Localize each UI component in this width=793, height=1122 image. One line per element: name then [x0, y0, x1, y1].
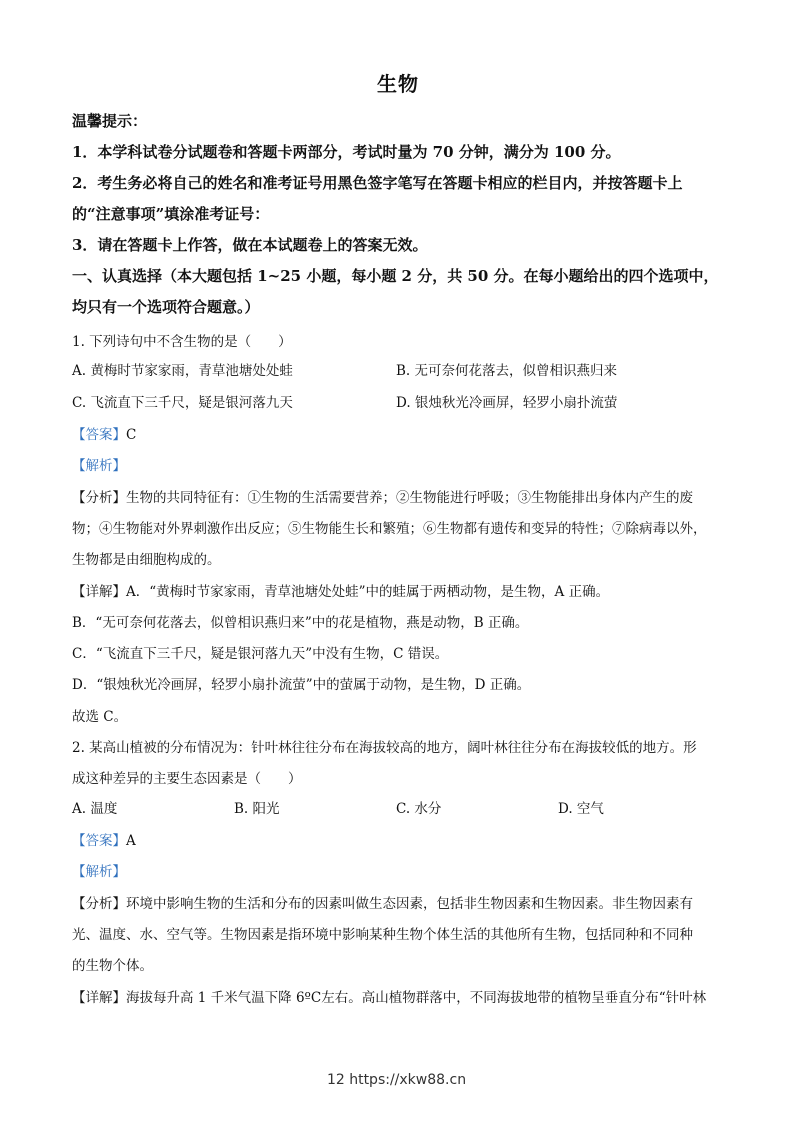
q1-option-c: C. 飞流直下三千尺，疑是银河落九天: [72, 395, 293, 411]
q2-detail-line-1: [72, 986, 706, 1006]
q2-fenxi-line-2: 光、温度、水、空气等。生物因素是指环境中影响某种生物个体生活的其他所有生物，包括同种和不同种: [72, 927, 693, 943]
q1-option-a: A. 黄梅时节家家雨，青草池塘处处蛙: [72, 363, 293, 379]
notice-item-2-line-1: 2．考生务必将自己的姓名和准考证号用黑色签字笔写在答题卡相应的栏目内，并按答题卡上: [72, 174, 683, 192]
fenxi-tag: 【分析】: [72, 490, 126, 506]
q2-stem-line-1: 2. 某高山植被的分布情况为：针叶林往往分布在海拔较高的地方，阔叶林往往分布在海拔较低的地方。形: [72, 740, 697, 756]
answer-value: A: [126, 833, 136, 849]
q2-option-b: B. 阳光: [234, 801, 280, 817]
q1-detail-line-1: [72, 580, 609, 600]
q1-answer: [72, 423, 136, 443]
q1-option-b: B. 无可奈何花落去，似曾相识燕归来: [396, 363, 618, 379]
q2-option-a: A. 温度: [72, 801, 118, 817]
notice-item-2-line-2: 的“注意事项”填涂准考证号：: [72, 205, 270, 223]
fenxi-text: 环境中影响生物的生活和分布的因素叫做生态因素，包括非生物因素和生物因素。非生物因素有: [126, 896, 693, 912]
detail-text: 海拔每升高 1 千米气温下降 6ºC左右。高山植物群落中，不同海拔地带的植物呈垂直分布“针叶林: [126, 990, 707, 1006]
notice-item-3: 3．请在答题卡上作答，做在本试题卷上的答案无效。: [72, 236, 428, 254]
detail-text: A．“黄梅时节家家雨，青草池塘处处蛙”中的蛙属于两栖动物，是生物，A 正确。: [126, 584, 610, 600]
q1-detail-line-3: C．“飞流直下三千尺，疑是银河落九天”中没有生物，C 错误。: [72, 646, 449, 662]
q2-option-d: D. 空气: [558, 801, 604, 817]
fenxi-tag: 【分析】: [72, 896, 126, 912]
answer-value: C: [126, 427, 137, 443]
fenxi-text: 生物的共同特征有：①生物的生活需要营养；②生物能进行呼吸；③生物能排出身体内产生的废: [126, 490, 693, 506]
page-title: 生物: [377, 72, 419, 96]
q1-stem: 1. 下列诗句中不含生物的是（ ）: [72, 334, 292, 350]
q1-option-d: D. 银烛秋光冷画屏，轻罗小扇扑流萤: [396, 395, 618, 411]
q1-detail-line-4: D．“银烛秋光冷画屏，轻罗小扇扑流萤”中的萤属于动物，是生物，D 正确。: [72, 677, 531, 693]
q1-fenxi-line-3: 生物都是由细胞构成的。: [72, 552, 221, 568]
q2-option-c: C. 水分: [396, 801, 442, 817]
q1-conclusion: 故选 C。: [72, 709, 128, 725]
analysis-tag: 【解析】: [72, 458, 126, 474]
q2-analysis-tag: [72, 860, 126, 880]
q2-stem-line-2: 成这种差异的主要生态因素是（ ）: [72, 771, 302, 787]
answer-tag: 【答案】: [72, 427, 126, 443]
section-heading-line-1: 一、认真选择（本大题包括 1~25 小题，每小题 2 分，共 50 分。在每小题给出的四个选项中，: [72, 267, 719, 285]
page-footer: 12 https://xkw88.cn: [326, 1072, 467, 1088]
analysis-tag: 【解析】: [72, 864, 126, 880]
q2-fenxi-line-1: [72, 892, 693, 912]
notice-item-1: 1．本学科试卷分试题卷和答题卡两部分，考试时量为 70 分钟，满分为 100 分。: [72, 143, 621, 161]
section-heading-line-2: 均只有一个选项符合题意。）: [72, 298, 260, 316]
detail-tag: 【详解】: [72, 990, 126, 1006]
answer-tag: 【答案】: [72, 833, 126, 849]
q1-fenxi-line-2: 物；④生物能对外界刺激作出反应；⑤生物能生长和繁殖；⑥生物都有遗传和变异的特性；⑦除病毒以外，: [72, 521, 707, 537]
q1-analysis-tag: [72, 454, 126, 474]
notice-heading: 温馨提示：: [72, 112, 148, 130]
q2-answer: [72, 829, 136, 849]
q2-fenxi-line-3: 的生物个体。: [72, 958, 153, 974]
q1-detail-line-2: B．“无可奈何花落去，似曾相识燕归来”中的花是植物，燕是动物，B 正确。: [72, 615, 529, 631]
q1-fenxi-line-1: [72, 486, 693, 506]
detail-tag: 【详解】: [72, 584, 126, 600]
